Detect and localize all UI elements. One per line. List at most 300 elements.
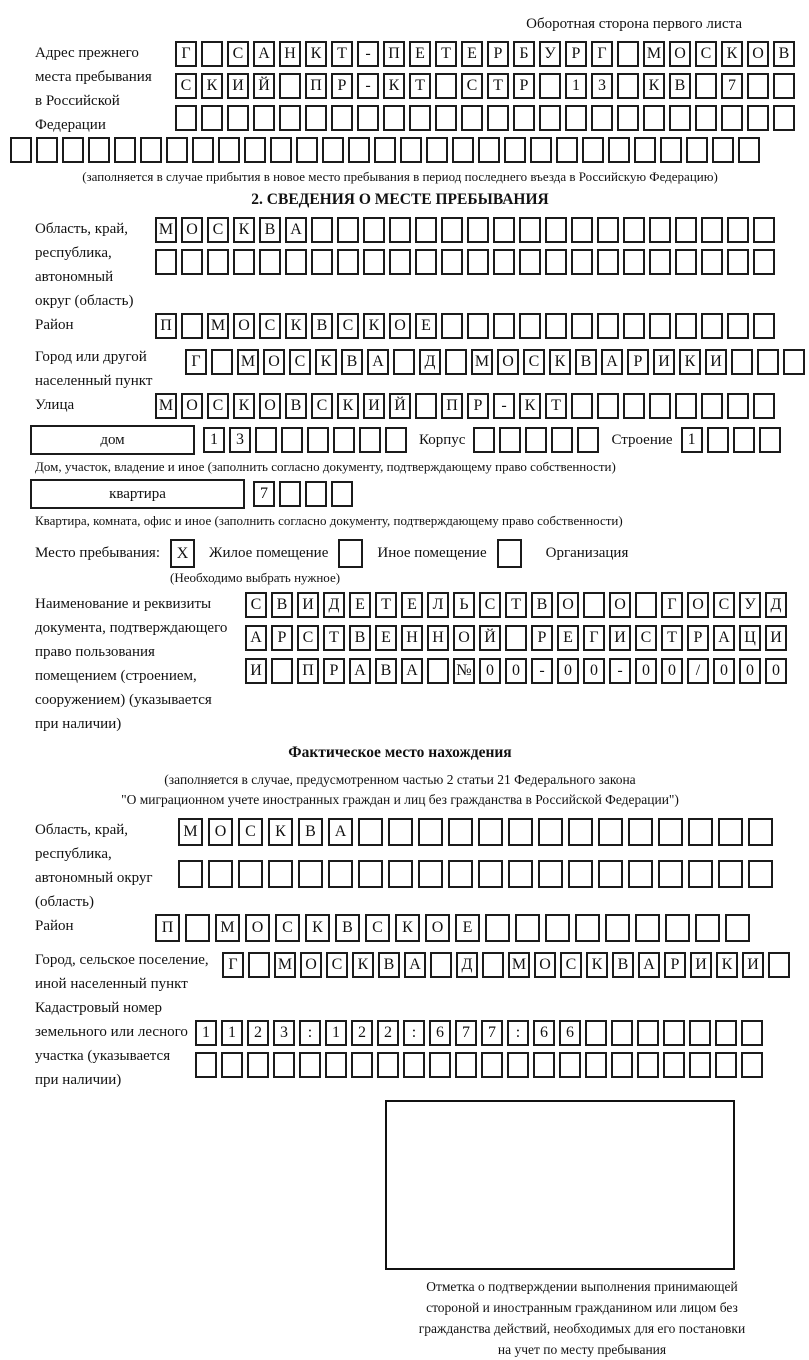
char-cell[interactable]: Н <box>401 625 423 651</box>
char-cell[interactable]: Т <box>487 73 509 99</box>
char-cell[interactable] <box>571 217 593 243</box>
char-cell[interactable] <box>635 914 660 942</box>
char-cell[interactable] <box>757 349 779 375</box>
char-cell[interactable] <box>515 914 540 942</box>
char-cell[interactable]: Ц <box>739 625 761 651</box>
char-cell[interactable]: 0 <box>739 658 761 684</box>
char-cell[interactable]: А <box>601 349 623 375</box>
char-cell[interactable]: О <box>208 818 233 846</box>
char-cell[interactable] <box>649 313 671 339</box>
char-cell[interactable] <box>10 137 32 163</box>
char-cell[interactable] <box>415 217 437 243</box>
char-cell[interactable]: О <box>233 313 255 339</box>
char-cell[interactable]: В <box>311 313 333 339</box>
char-cell[interactable] <box>748 860 773 888</box>
char-cell[interactable]: М <box>155 217 177 243</box>
char-cell[interactable] <box>427 658 449 684</box>
char-cell[interactable] <box>385 427 407 453</box>
char-cell[interactable] <box>351 1052 373 1078</box>
char-cell[interactable]: С <box>560 952 582 978</box>
char-cell[interactable] <box>374 137 396 163</box>
char-cell[interactable] <box>181 313 203 339</box>
char-cell[interactable]: 7 <box>721 73 743 99</box>
char-cell[interactable]: Г <box>661 592 683 618</box>
char-cell[interactable] <box>114 137 136 163</box>
char-cell[interactable] <box>485 914 510 942</box>
char-cell[interactable]: О <box>669 41 691 67</box>
char-cell[interactable]: С <box>326 952 348 978</box>
char-cell[interactable]: М <box>155 393 177 419</box>
char-cell[interactable] <box>753 313 775 339</box>
char-cell[interactable]: С <box>337 313 359 339</box>
char-cell[interactable] <box>571 249 593 275</box>
char-cell[interactable] <box>545 914 570 942</box>
char-cell[interactable] <box>727 217 749 243</box>
district-row[interactable] <box>155 313 779 339</box>
char-cell[interactable]: Е <box>409 41 431 67</box>
char-cell[interactable] <box>695 73 717 99</box>
char-cell[interactable] <box>279 73 301 99</box>
char-cell[interactable]: 1 <box>681 427 703 453</box>
char-cell[interactable]: Е <box>461 41 483 67</box>
char-cell[interactable]: А <box>367 349 389 375</box>
char-cell[interactable] <box>363 217 385 243</box>
actual-region-row-1[interactable] <box>178 818 778 846</box>
char-cell[interactable] <box>305 105 327 131</box>
char-cell[interactable] <box>733 427 755 453</box>
char-cell[interactable]: У <box>539 41 561 67</box>
char-cell[interactable]: М <box>215 914 240 942</box>
char-cell[interactable]: Й <box>389 393 411 419</box>
char-cell[interactable]: Е <box>455 914 480 942</box>
char-cell[interactable]: М <box>237 349 259 375</box>
char-cell[interactable] <box>140 137 162 163</box>
char-cell[interactable]: 3 <box>229 427 251 453</box>
char-cell[interactable] <box>701 249 723 275</box>
char-cell[interactable] <box>585 1052 607 1078</box>
char-cell[interactable] <box>467 217 489 243</box>
char-cell[interactable] <box>783 349 805 375</box>
char-cell[interactable]: В <box>531 592 553 618</box>
char-cell[interactable] <box>623 393 645 419</box>
char-cell[interactable]: В <box>341 349 363 375</box>
actual-district-row[interactable] <box>155 914 755 942</box>
char-cell[interactable]: Д <box>456 952 478 978</box>
char-cell[interactable] <box>445 349 467 375</box>
char-cell[interactable]: Г <box>583 625 605 651</box>
char-cell[interactable] <box>296 137 318 163</box>
char-cell[interactable]: 2 <box>247 1020 269 1046</box>
char-cell[interactable] <box>721 105 743 131</box>
char-cell[interactable]: А <box>713 625 735 651</box>
char-cell[interactable] <box>519 217 541 243</box>
char-cell[interactable]: К <box>643 73 665 99</box>
char-cell[interactable] <box>582 137 604 163</box>
char-cell[interactable] <box>305 481 327 507</box>
char-cell[interactable]: № <box>453 658 475 684</box>
char-cell[interactable] <box>519 249 541 275</box>
char-cell[interactable]: В <box>349 625 371 651</box>
char-cell[interactable] <box>773 105 795 131</box>
char-cell[interactable]: Т <box>375 592 397 618</box>
residential-checkbox[interactable]: X <box>170 539 195 568</box>
char-cell[interactable]: А <box>349 658 371 684</box>
char-cell[interactable] <box>255 427 277 453</box>
char-cell[interactable] <box>461 105 483 131</box>
char-cell[interactable]: Т <box>323 625 345 651</box>
char-cell[interactable] <box>508 860 533 888</box>
char-cell[interactable]: Д <box>323 592 345 618</box>
char-cell[interactable]: А <box>328 818 353 846</box>
char-cell[interactable] <box>233 249 255 275</box>
char-cell[interactable]: С <box>365 914 390 942</box>
char-cell[interactable]: И <box>765 625 787 651</box>
char-cell[interactable]: С <box>227 41 249 67</box>
char-cell[interactable] <box>181 249 203 275</box>
char-cell[interactable]: Ь <box>453 592 475 618</box>
char-cell[interactable] <box>759 427 781 453</box>
char-cell[interactable] <box>441 249 463 275</box>
char-cell[interactable]: Е <box>415 313 437 339</box>
char-cell[interactable]: С <box>175 73 197 99</box>
char-cell[interactable]: А <box>404 952 426 978</box>
char-cell[interactable]: Г <box>591 41 613 67</box>
char-cell[interactable]: Т <box>661 625 683 651</box>
char-cell[interactable]: 3 <box>273 1020 295 1046</box>
char-cell[interactable] <box>221 1052 243 1078</box>
char-cell[interactable] <box>383 105 405 131</box>
char-cell[interactable]: Й <box>253 73 275 99</box>
char-cell[interactable]: Г <box>175 41 197 67</box>
char-cell[interactable] <box>311 249 333 275</box>
char-cell[interactable] <box>307 427 329 453</box>
char-cell[interactable]: П <box>441 393 463 419</box>
char-cell[interactable]: О <box>300 952 322 978</box>
char-cell[interactable]: Н <box>279 41 301 67</box>
char-cell[interactable] <box>538 818 563 846</box>
char-cell[interactable] <box>208 860 233 888</box>
char-cell[interactable]: И <box>227 73 249 99</box>
char-cell[interactable] <box>539 105 561 131</box>
char-cell[interactable]: М <box>207 313 229 339</box>
char-cell[interactable]: Р <box>323 658 345 684</box>
char-cell[interactable] <box>505 625 527 651</box>
char-cell[interactable]: К <box>363 313 385 339</box>
char-cell[interactable] <box>598 818 623 846</box>
char-cell[interactable]: 1 <box>221 1020 243 1046</box>
char-cell[interactable] <box>478 860 503 888</box>
char-cell[interactable] <box>715 1020 737 1046</box>
char-cell[interactable] <box>331 481 353 507</box>
char-cell[interactable] <box>738 137 760 163</box>
char-cell[interactable] <box>525 427 547 453</box>
char-cell[interactable] <box>389 217 411 243</box>
char-cell[interactable] <box>634 137 656 163</box>
char-cell[interactable] <box>185 914 210 942</box>
char-cell[interactable] <box>712 137 734 163</box>
char-cell[interactable]: О <box>687 592 709 618</box>
char-cell[interactable] <box>597 393 619 419</box>
char-cell[interactable]: К <box>201 73 223 99</box>
char-cell[interactable]: П <box>383 41 405 67</box>
char-cell[interactable] <box>539 73 561 99</box>
char-cell[interactable] <box>415 249 437 275</box>
char-cell[interactable] <box>487 105 509 131</box>
char-cell[interactable]: И <box>245 658 267 684</box>
char-cell[interactable]: И <box>609 625 631 651</box>
char-cell[interactable] <box>695 105 717 131</box>
char-cell[interactable]: С <box>207 393 229 419</box>
char-cell[interactable]: 1 <box>565 73 587 99</box>
char-cell[interactable] <box>357 105 379 131</box>
char-cell[interactable] <box>701 313 723 339</box>
char-cell[interactable] <box>628 860 653 888</box>
char-cell[interactable] <box>271 658 293 684</box>
char-cell[interactable]: Б <box>513 41 535 67</box>
char-cell[interactable]: К <box>716 952 738 978</box>
char-cell[interactable]: С <box>238 818 263 846</box>
char-cell[interactable]: В <box>773 41 795 67</box>
char-cell[interactable]: А <box>253 41 275 67</box>
char-cell[interactable] <box>623 249 645 275</box>
char-cell[interactable]: С <box>245 592 267 618</box>
char-cell[interactable] <box>244 137 266 163</box>
char-cell[interactable]: М <box>471 349 493 375</box>
char-cell[interactable] <box>660 137 682 163</box>
char-cell[interactable] <box>530 137 552 163</box>
char-cell[interactable]: К <box>586 952 608 978</box>
char-cell[interactable]: Н <box>427 625 449 651</box>
char-cell[interactable] <box>448 818 473 846</box>
char-cell[interactable]: - <box>357 73 379 99</box>
char-cell[interactable]: М <box>643 41 665 67</box>
char-cell[interactable] <box>415 393 437 419</box>
char-cell[interactable]: О <box>263 349 285 375</box>
char-cell[interactable] <box>331 105 353 131</box>
char-cell[interactable]: Е <box>401 592 423 618</box>
char-cell[interactable]: Р <box>627 349 649 375</box>
char-cell[interactable] <box>207 249 229 275</box>
char-cell[interactable] <box>435 105 457 131</box>
char-cell[interactable] <box>583 592 605 618</box>
char-cell[interactable] <box>748 818 773 846</box>
char-cell[interactable] <box>559 1052 581 1078</box>
char-cell[interactable]: К <box>549 349 571 375</box>
char-cell[interactable] <box>333 427 355 453</box>
char-cell[interactable]: А <box>285 217 307 243</box>
char-cell[interactable] <box>747 73 769 99</box>
char-cell[interactable]: 1 <box>195 1020 217 1046</box>
street-row[interactable] <box>155 393 779 419</box>
char-cell[interactable] <box>571 393 593 419</box>
char-cell[interactable]: - <box>493 393 515 419</box>
char-cell[interactable] <box>311 217 333 243</box>
char-cell[interactable] <box>568 860 593 888</box>
char-cell[interactable]: С <box>275 914 300 942</box>
char-cell[interactable] <box>611 1052 633 1078</box>
char-cell[interactable] <box>701 393 723 419</box>
char-cell[interactable]: В <box>285 393 307 419</box>
document-row-1[interactable] <box>245 592 791 618</box>
char-cell[interactable] <box>689 1020 711 1046</box>
char-cell[interactable] <box>675 217 697 243</box>
char-cell[interactable]: Р <box>513 73 535 99</box>
char-cell[interactable]: М <box>508 952 530 978</box>
char-cell[interactable]: О <box>497 349 519 375</box>
char-cell[interactable] <box>273 1052 295 1078</box>
char-cell[interactable]: Т <box>545 393 567 419</box>
char-cell[interactable]: В <box>335 914 360 942</box>
char-cell[interactable]: П <box>155 914 180 942</box>
char-cell[interactable] <box>658 818 683 846</box>
char-cell[interactable]: Д <box>419 349 441 375</box>
char-cell[interactable] <box>545 313 567 339</box>
char-cell[interactable]: К <box>233 393 255 419</box>
char-cell[interactable] <box>741 1020 763 1046</box>
char-cell[interactable] <box>455 1052 477 1078</box>
char-cell[interactable] <box>441 313 463 339</box>
char-cell[interactable]: А <box>638 952 660 978</box>
cadastral-row-1[interactable] <box>195 1020 767 1046</box>
char-cell[interactable]: 0 <box>479 658 501 684</box>
char-cell[interactable]: К <box>315 349 337 375</box>
char-cell[interactable] <box>268 860 293 888</box>
char-cell[interactable] <box>773 73 795 99</box>
char-cell[interactable] <box>279 481 301 507</box>
char-cell[interactable] <box>649 249 671 275</box>
char-cell[interactable] <box>727 393 749 419</box>
char-cell[interactable] <box>493 313 515 339</box>
char-cell[interactable] <box>155 249 177 275</box>
actual-city-row[interactable] <box>222 952 794 978</box>
char-cell[interactable] <box>337 217 359 243</box>
char-cell[interactable]: В <box>575 349 597 375</box>
char-cell[interactable]: / <box>687 658 709 684</box>
char-cell[interactable] <box>429 1052 451 1078</box>
char-cell[interactable] <box>617 73 639 99</box>
char-cell[interactable] <box>253 105 275 131</box>
char-cell[interactable] <box>727 313 749 339</box>
char-cell[interactable] <box>211 349 233 375</box>
char-cell[interactable]: Р <box>487 41 509 67</box>
char-cell[interactable] <box>467 313 489 339</box>
char-cell[interactable] <box>675 249 697 275</box>
char-cell[interactable] <box>348 137 370 163</box>
char-cell[interactable]: В <box>612 952 634 978</box>
char-cell[interactable] <box>400 137 422 163</box>
char-cell[interactable]: : <box>299 1020 321 1046</box>
char-cell[interactable]: С <box>297 625 319 651</box>
char-cell[interactable] <box>448 860 473 888</box>
char-cell[interactable]: Р <box>467 393 489 419</box>
char-cell[interactable]: С <box>259 313 281 339</box>
char-cell[interactable]: 7 <box>455 1020 477 1046</box>
char-cell[interactable]: К <box>233 217 255 243</box>
char-cell[interactable]: С <box>695 41 717 67</box>
char-cell[interactable]: О <box>181 217 203 243</box>
char-cell[interactable] <box>628 818 653 846</box>
region-row-1[interactable] <box>155 217 779 243</box>
char-cell[interactable] <box>707 427 729 453</box>
char-cell[interactable] <box>637 1020 659 1046</box>
char-cell[interactable]: С <box>461 73 483 99</box>
char-cell[interactable]: 0 <box>765 658 787 684</box>
char-cell[interactable]: В <box>669 73 691 99</box>
char-cell[interactable] <box>359 427 381 453</box>
char-cell[interactable]: 7 <box>481 1020 503 1046</box>
char-cell[interactable] <box>597 217 619 243</box>
char-cell[interactable] <box>768 952 790 978</box>
char-cell[interactable]: С <box>479 592 501 618</box>
char-cell[interactable]: О <box>425 914 450 942</box>
char-cell[interactable] <box>322 137 344 163</box>
char-cell[interactable] <box>649 217 671 243</box>
char-cell[interactable] <box>430 952 452 978</box>
char-cell[interactable] <box>718 860 743 888</box>
char-cell[interactable] <box>617 41 639 67</box>
char-cell[interactable]: Т <box>331 41 353 67</box>
char-cell[interactable] <box>227 105 249 131</box>
char-cell[interactable]: - <box>357 41 379 67</box>
char-cell[interactable] <box>591 105 613 131</box>
char-cell[interactable]: К <box>305 41 327 67</box>
char-cell[interactable] <box>715 1052 737 1078</box>
char-cell[interactable] <box>545 249 567 275</box>
char-cell[interactable] <box>727 249 749 275</box>
char-cell[interactable]: 0 <box>635 658 657 684</box>
char-cell[interactable] <box>551 427 573 453</box>
char-cell[interactable] <box>285 249 307 275</box>
char-cell[interactable] <box>747 105 769 131</box>
char-cell[interactable]: П <box>297 658 319 684</box>
char-cell[interactable] <box>418 818 443 846</box>
char-cell[interactable] <box>363 249 385 275</box>
char-cell[interactable]: О <box>534 952 556 978</box>
char-cell[interactable] <box>675 313 697 339</box>
char-cell[interactable] <box>493 217 515 243</box>
char-cell[interactable]: П <box>305 73 327 99</box>
char-cell[interactable] <box>248 952 270 978</box>
char-cell[interactable] <box>565 105 587 131</box>
char-cell[interactable]: М <box>274 952 296 978</box>
char-cell[interactable] <box>675 393 697 419</box>
char-cell[interactable]: Р <box>664 952 686 978</box>
stroenie-cells[interactable] <box>681 427 785 453</box>
char-cell[interactable] <box>741 1052 763 1078</box>
char-cell[interactable] <box>658 860 683 888</box>
char-cell[interactable]: Е <box>557 625 579 651</box>
actual-region-row-2[interactable] <box>178 860 778 888</box>
char-cell[interactable] <box>611 1020 633 1046</box>
char-cell[interactable] <box>299 1052 321 1078</box>
char-cell[interactable]: Г <box>222 952 244 978</box>
prev-address-row-2[interactable] <box>175 73 799 99</box>
char-cell[interactable]: В <box>271 592 293 618</box>
apartment-cells[interactable] <box>253 481 357 507</box>
char-cell[interactable]: Р <box>687 625 709 651</box>
char-cell[interactable] <box>538 860 563 888</box>
char-cell[interactable] <box>718 818 743 846</box>
char-cell[interactable] <box>493 249 515 275</box>
char-cell[interactable]: Р <box>565 41 587 67</box>
char-cell[interactable]: О <box>557 592 579 618</box>
char-cell[interactable]: 0 <box>713 658 735 684</box>
char-cell[interactable] <box>195 1052 217 1078</box>
char-cell[interactable] <box>725 914 750 942</box>
char-cell[interactable] <box>62 137 84 163</box>
char-cell[interactable] <box>481 1052 503 1078</box>
char-cell[interactable] <box>409 105 431 131</box>
